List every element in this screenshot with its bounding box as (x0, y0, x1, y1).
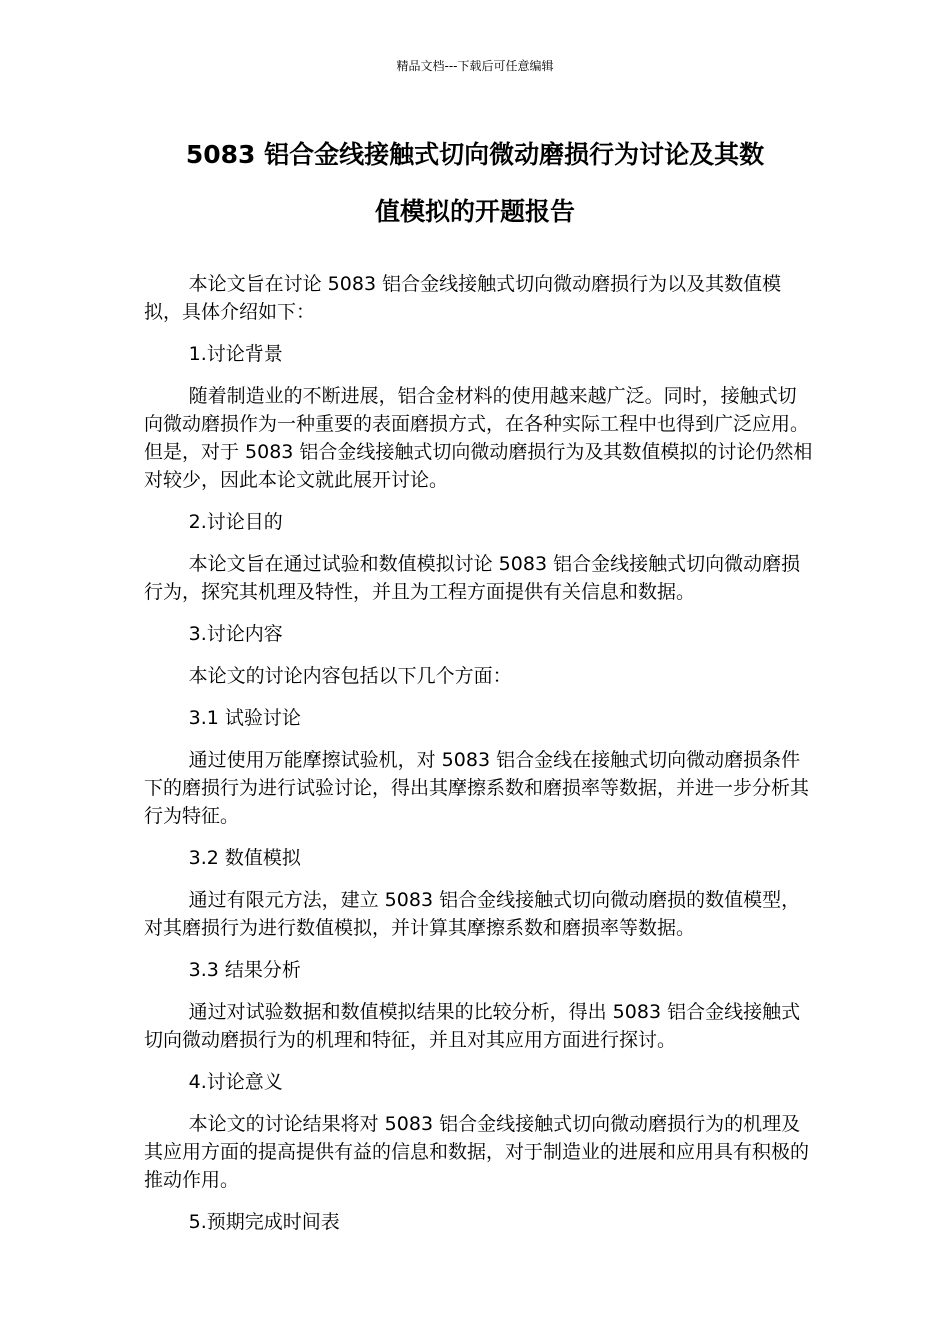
section-paragraph-content: 本论文的讨论内容包括以下几个方面： (188, 665, 512, 687)
intro-paragraph: 本论文旨在讨论 5083 铝合金线接触式切向微动磨损行为以及其数值模拟，具体介绍如下： (144, 273, 782, 323)
section-paragraph-background: 随着制造业的不断进展，铝合金材料的使用越来越广泛。同时，接触式切向微动磨损作为一种重要的表面磨损方式，在各种实际工程中也得到广泛应用。但是，对于 5083 铝合金线接触式切向微动磨损行为及其数值模拟的讨论仍然相对较少，因此本论文就此展开讨论。 (144, 385, 813, 491)
subsection-heading-analysis: 3.3 结果分析 (188, 959, 301, 981)
section-heading-background: 1.讨论背景 (188, 343, 283, 365)
document-title-line-2: 值模拟的开题报告 (374, 197, 575, 226)
section-heading-purpose: 2.讨论目的 (188, 511, 283, 533)
section-paragraph-significance: 本论文的讨论结果将对 5083 铝合金线接触式切向微动磨损行为的机理及其应用方面的提高提供有益的信息和数据，对于制造业的进展和应用具有积极的推动作用。 (144, 1113, 810, 1191)
subsection-paragraph-experiment: 通过使用万能摩擦试验机，对 5083 铝合金线在接触式切向微动磨损条件下的磨损行为进行试验讨论，得出其摩擦系数和磨损率等数据，并进一步分析其行为特征。 (144, 749, 810, 827)
subsection-paragraph-analysis: 通过对试验数据和数值模拟结果的比较分析，得出 5083 铝合金线接触式切向微动磨损行为的机理和特征，并且对其应用方面进行探讨。 (144, 1001, 801, 1051)
section-heading-significance: 4.讨论意义 (188, 1071, 283, 1093)
document-title-line-1: 5083 铝合金线接触式切向微动磨损行为讨论及其数 (185, 140, 765, 169)
section-paragraph-purpose: 本论文旨在通过试验和数值模拟讨论 5083 铝合金线接触式切向微动磨损行为，探究其机理及特性，并且为工程方面提供有关信息和数据。 (144, 553, 801, 603)
section-heading-schedule: 5.预期完成时间表 (188, 1211, 340, 1233)
page-header-note: 精品文档---下载后可任意编辑 (396, 59, 554, 73)
subsection-heading-experiment: 3.1 试验讨论 (188, 707, 301, 729)
subsection-paragraph-simulation: 通过有限元方法，建立 5083 铝合金线接触式切向微动磨损的数值模型，对其磨损行为进行数值模拟，并计算其摩擦系数和磨损率等数据。 (144, 889, 801, 939)
subsection-heading-simulation: 3.2 数值模拟 (188, 847, 301, 869)
document-body (144, 270, 814, 1236)
section-heading-content: 3.讨论内容 (188, 623, 283, 645)
